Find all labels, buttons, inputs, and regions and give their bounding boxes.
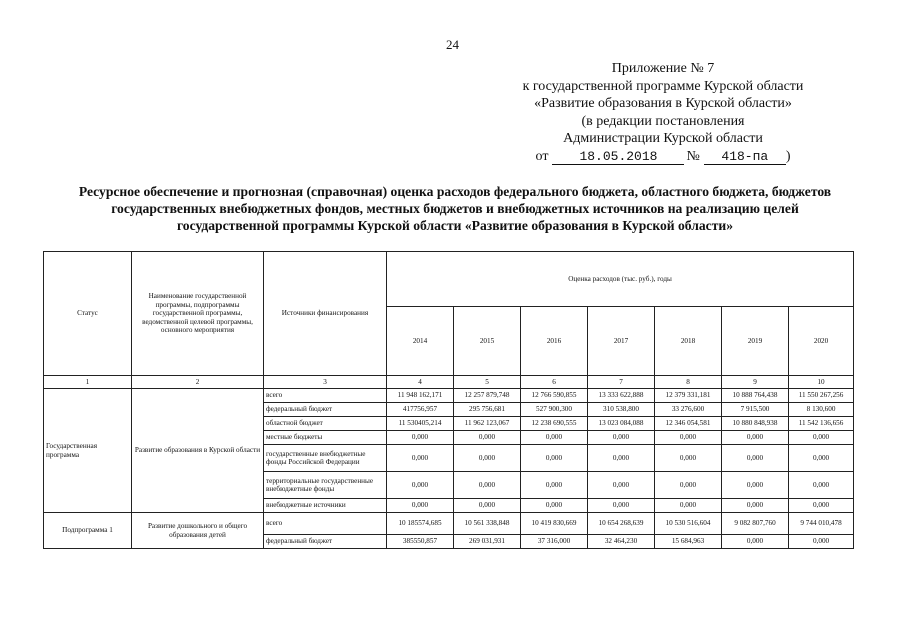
value-cell: 0,000 bbox=[655, 431, 722, 445]
column-number: 6 bbox=[521, 376, 588, 389]
source-cell: местные бюджеты bbox=[264, 431, 387, 445]
value-cell: 310 538,800 bbox=[588, 403, 655, 417]
header-year: 2017 bbox=[588, 307, 655, 376]
appendix-line-3: «Развитие образования в Курской области» bbox=[534, 96, 792, 111]
header-year: 2015 bbox=[454, 307, 521, 376]
column-number: 1 bbox=[44, 376, 132, 389]
value-cell: 10 654 268,639 bbox=[588, 513, 655, 535]
source-cell: федеральный бюджет bbox=[264, 403, 387, 417]
value-cell: 0,000 bbox=[521, 472, 588, 499]
value-cell: 0,000 bbox=[789, 472, 854, 499]
header-program-name: Наименование государственной программы, подпрограммы государственной программы, ведомственной целевой программы, основного мероприятия bbox=[132, 252, 264, 376]
value-cell: 0,000 bbox=[521, 445, 588, 472]
value-cell: 11 550 267,256 bbox=[789, 389, 854, 403]
value-cell: 417756,957 bbox=[387, 403, 454, 417]
value-cell: 0,000 bbox=[789, 431, 854, 445]
value-cell: 0,000 bbox=[722, 431, 789, 445]
from-label: от bbox=[535, 148, 549, 164]
value-cell: 33 276,600 bbox=[655, 403, 722, 417]
value-cell: 0,000 bbox=[588, 472, 655, 499]
budget-table bbox=[43, 251, 854, 549]
value-cell: 12 766 590,855 bbox=[521, 389, 588, 403]
value-cell: 0,000 bbox=[722, 499, 789, 513]
value-cell: 0,000 bbox=[521, 431, 588, 445]
value-cell: 0,000 bbox=[454, 431, 521, 445]
column-number: 10 bbox=[789, 376, 854, 389]
column-number: 9 bbox=[722, 376, 789, 389]
column-number: 5 bbox=[454, 376, 521, 389]
value-cell: 0,000 bbox=[789, 499, 854, 513]
value-cell: 295 756,681 bbox=[454, 403, 521, 417]
header-year: 2018 bbox=[655, 307, 722, 376]
column-number: 8 bbox=[655, 376, 722, 389]
value-cell: 10 561 338,848 bbox=[454, 513, 521, 535]
header-year: 2016 bbox=[521, 307, 588, 376]
program-name-cell: Развитие образования в Курской области bbox=[132, 389, 264, 513]
appendix-line-1: Приложение № 7 bbox=[611, 61, 715, 76]
status-cell: Государственная программа bbox=[44, 389, 132, 513]
number-label: № bbox=[686, 148, 700, 164]
value-cell: 0,000 bbox=[789, 445, 854, 472]
value-cell: 12 257 879,748 bbox=[454, 389, 521, 403]
value-cell: 11 962 123,067 bbox=[454, 417, 521, 431]
value-cell: 0,000 bbox=[454, 445, 521, 472]
value-cell: 0,000 bbox=[588, 499, 655, 513]
source-cell: федеральный бюджет bbox=[264, 535, 387, 549]
source-cell: внебюджетные источники bbox=[264, 499, 387, 513]
value-cell: 37 316,000 bbox=[521, 535, 588, 549]
value-cell: 385550,857 bbox=[387, 535, 454, 549]
column-number: 3 bbox=[264, 376, 387, 389]
value-cell: 13 333 622,888 bbox=[588, 389, 655, 403]
value-cell: 0,000 bbox=[722, 535, 789, 549]
source-cell: государственные внебюджетные фонды Российской Федерации bbox=[264, 445, 387, 472]
value-cell: 10 419 830,669 bbox=[521, 513, 588, 535]
appendix-line-2: к государственной программе Курской области bbox=[522, 78, 804, 94]
decree-date: 18.05.2018 bbox=[552, 149, 684, 165]
value-cell: 0,000 bbox=[387, 431, 454, 445]
column-number: 7 bbox=[588, 376, 655, 389]
value-cell: 11 530405,214 bbox=[387, 417, 454, 431]
value-cell: 10 888 764,438 bbox=[722, 389, 789, 403]
appendix-line-4: (в редакции постановления bbox=[581, 113, 745, 129]
value-cell: 11 948 162,171 bbox=[387, 389, 454, 403]
appendix-block bbox=[493, 60, 833, 165]
page-number: 24 bbox=[446, 37, 459, 52]
value-cell: 0,000 bbox=[454, 499, 521, 513]
column-number: 2 bbox=[132, 376, 264, 389]
value-cell: 13 023 084,088 bbox=[588, 417, 655, 431]
value-cell: 0,000 bbox=[722, 445, 789, 472]
source-cell: всего bbox=[264, 389, 387, 403]
value-cell: 11 542 136,656 bbox=[789, 417, 854, 431]
value-cell: 9 744 010,478 bbox=[789, 513, 854, 535]
value-cell: 269 031,931 bbox=[454, 535, 521, 549]
value-cell: 10 185574,685 bbox=[387, 513, 454, 535]
value-cell: 7 915,500 bbox=[722, 403, 789, 417]
value-cell: 0,000 bbox=[789, 535, 854, 549]
value-cell: 0,000 bbox=[521, 499, 588, 513]
header-year: 2019 bbox=[722, 307, 789, 376]
signature-line bbox=[493, 148, 833, 166]
value-cell: 10 880 848,938 bbox=[722, 417, 789, 431]
value-cell: 0,000 bbox=[722, 472, 789, 499]
value-cell: 0,000 bbox=[655, 445, 722, 472]
header-year: 2014 bbox=[387, 307, 454, 376]
value-cell: 0,000 bbox=[588, 431, 655, 445]
value-cell: 9 082 807,760 bbox=[722, 513, 789, 535]
value-cell: 527 900,300 bbox=[521, 403, 588, 417]
value-cell: 12 346 054,581 bbox=[655, 417, 722, 431]
header-year: 2020 bbox=[789, 307, 854, 376]
header-sources: Источники финансирования bbox=[264, 252, 387, 376]
program-name-cell: Развитие дошкольного и общего образования детей bbox=[132, 513, 264, 549]
source-cell: областной бюджет bbox=[264, 417, 387, 431]
value-cell: 0,000 bbox=[655, 499, 722, 513]
value-cell: 12 238 690,555 bbox=[521, 417, 588, 431]
value-cell: 0,000 bbox=[387, 472, 454, 499]
source-cell: территориальные государственные внебюджетные фонды bbox=[264, 472, 387, 499]
value-cell: 8 130,600 bbox=[789, 403, 854, 417]
value-cell: 0,000 bbox=[454, 472, 521, 499]
document-title: Ресурсное обеспечение и прогнозная (справочная) оценка расходов федерального бюджета, областного бюджета, бюджетов государственных внебюджетных фондов, местных бюджетов и внебюджетных источников на реализацию целей государственной программы Курской области «Развитие образования в Курской области» bbox=[78, 184, 832, 233]
header-status: Статус bbox=[44, 252, 132, 376]
source-cell: всего bbox=[264, 513, 387, 535]
value-cell: 12 379 331,181 bbox=[655, 389, 722, 403]
status-cell: Подпрограмма 1 bbox=[44, 513, 132, 549]
column-number: 4 bbox=[387, 376, 454, 389]
header-estimate: Оценка расходов (тыс. руб.), годы bbox=[387, 252, 854, 307]
value-cell: 10 530 516,604 bbox=[655, 513, 722, 535]
value-cell: 32 464,230 bbox=[588, 535, 655, 549]
value-cell: 0,000 bbox=[387, 445, 454, 472]
value-cell: 0,000 bbox=[387, 499, 454, 513]
value-cell: 15 684,963 bbox=[655, 535, 722, 549]
value-cell: 0,000 bbox=[588, 445, 655, 472]
decree-number: 418-па bbox=[704, 149, 786, 165]
value-cell: 0,000 bbox=[655, 472, 722, 499]
close-paren: ) bbox=[785, 148, 791, 164]
appendix-line-5: Администрации Курской области bbox=[563, 131, 763, 146]
